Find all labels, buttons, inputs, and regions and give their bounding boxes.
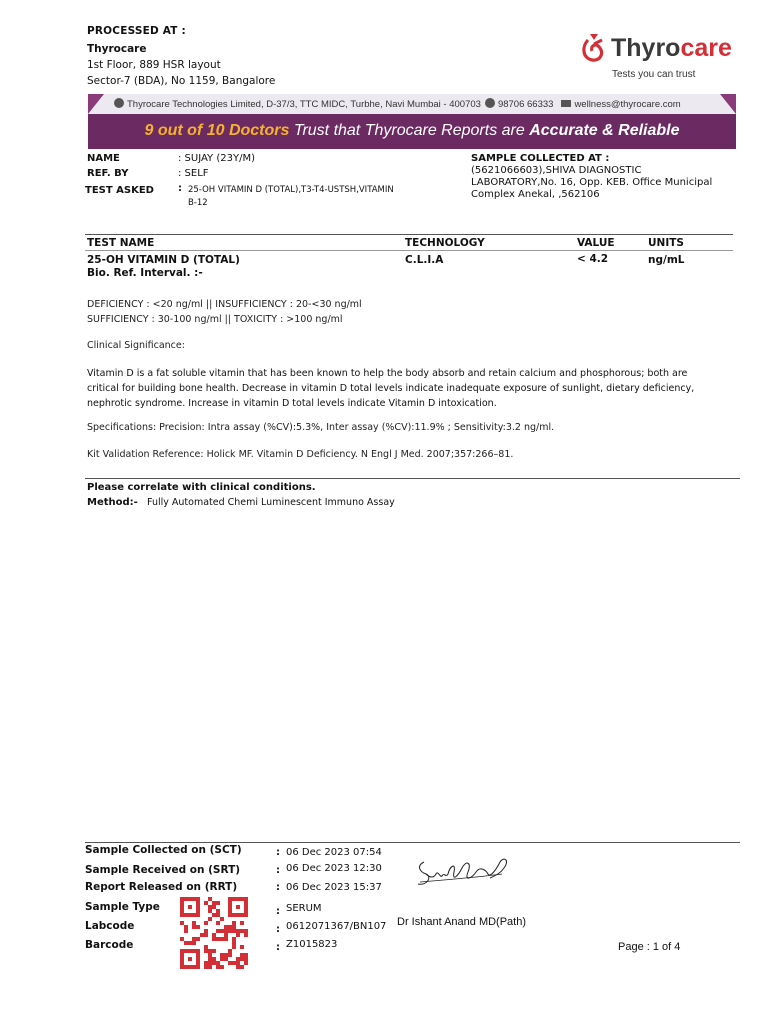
- ref-by-label: REF. BY: [87, 168, 129, 179]
- srt-label: Sample Received on (SRT): [85, 864, 241, 876]
- brand-wordmark-part2: care: [680, 34, 732, 62]
- sample-collected-line3: Complex Anekal, ,562106: [471, 189, 600, 200]
- test-asked-value-line1: 25-OH VITAMIN D (TOTAL),T3-T4-USTSH,VITAMIN: [188, 185, 394, 195]
- doctor-name: Dr Ishant Anand MD(Path): [397, 916, 527, 928]
- result-technology: C.L.I.A: [405, 254, 444, 266]
- whatsapp-icon: [485, 98, 495, 108]
- labcode-label: Labcode: [85, 920, 135, 932]
- result-test-name: 25-OH VITAMIN D (TOTAL): [87, 254, 240, 266]
- footer-divider: [85, 842, 740, 843]
- method-value: Fully Automated Chemi Luminescent Immuno Assay: [147, 497, 395, 508]
- band-corner-left: [88, 94, 104, 114]
- company-contact-line: [110, 98, 681, 110]
- sample-type-value: SERUM: [286, 903, 322, 914]
- test-asked-colon: :: [178, 183, 182, 194]
- specifications-text: Specifications: Precision: Intra assay (%CV):5.3%, Inter assay (%CV):11.9% ; Sensitivity:3.2 ng/ml.: [87, 422, 555, 433]
- ref-range-line1: DEFICIENCY : <20 ng/ml || INSUFFICIENCY : 20-<30 ng/ml: [87, 299, 362, 310]
- page-number: Page : 1 of 4: [618, 941, 681, 953]
- table-top-divider: [85, 234, 733, 235]
- test-asked-value-line2: B-12: [188, 198, 208, 208]
- company-phone: 98706 66333: [497, 99, 554, 110]
- doctor-signature: [412, 852, 514, 896]
- table-header-divider: [85, 250, 733, 251]
- col-header-technology: TECHNOLOGY: [405, 237, 485, 249]
- sample-type-label: Sample Type: [85, 901, 160, 913]
- rrt-value: 06 Dec 2023 15:37: [286, 882, 382, 893]
- processed-address-line1: 1st Floor, 889 HSR layout: [87, 59, 221, 71]
- bio-ref-interval-label: Bio. Ref. Interval. :-: [87, 267, 203, 279]
- clinical-significance-text: Vitamin D is a fat soluble vitamin that has been known to help the body absorb and retain calcium and phosphorous; both are critical for building bone health. Decrease in vitamin D total levels indicate inadequate exposure of sunlight, dietary deficiency, nephrotic syndrome. Increase in vitamin D total levels indicate Vitamin D intoxication.: [87, 368, 695, 409]
- banner-middle: Trust that Thyrocare Reports are: [293, 122, 525, 139]
- qr-code-icon: [180, 897, 248, 969]
- labcode-value: 0612071367/BN107: [286, 921, 387, 932]
- location-pin-icon: [114, 98, 124, 108]
- name-label: NAME: [87, 153, 120, 164]
- result-units: ng/mL: [648, 254, 685, 266]
- col-header-test-name: TEST NAME: [87, 237, 155, 249]
- sct-colon: :: [276, 847, 280, 858]
- rrt-colon: :: [276, 882, 280, 893]
- labcode-colon: :: [276, 924, 280, 935]
- company-email: wellness@thyrocare.com: [574, 99, 681, 110]
- srt-value: 06 Dec 2023 12:30: [286, 863, 382, 874]
- test-asked-label: TEST ASKED: [85, 185, 154, 196]
- sample-collected-line1: (5621066603),SHIVA DIAGNOSTIC: [471, 165, 642, 176]
- srt-colon: :: [276, 865, 280, 876]
- sct-value: 06 Dec 2023 07:54: [286, 847, 382, 858]
- sample-type-colon: :: [276, 906, 280, 917]
- promo-banner-text: [88, 122, 736, 140]
- brand-wordmark: [611, 34, 732, 63]
- processed-lab-name: Thyrocare: [87, 43, 147, 55]
- correlate-note: Please correlate with clinical conditions.: [87, 482, 316, 493]
- barcode-value: Z1015823: [286, 939, 338, 950]
- brand-tagline: Tests you can trust: [612, 69, 696, 80]
- processed-at-heading: PROCESSED AT :: [87, 25, 186, 37]
- col-header-units: UNITS: [648, 237, 684, 249]
- banner-end: Accurate & Reliable: [529, 122, 680, 139]
- col-header-value: VALUE: [577, 237, 615, 249]
- barcode-label: Barcode: [85, 939, 134, 951]
- clinical-significance-heading: Clinical Significance:: [87, 340, 185, 351]
- processed-address-line2: Sector-7 (BDA), No 1159, Bangalore: [87, 75, 276, 87]
- company-address: Thyrocare Technologies Limited, D-37/3, TTC MIDC, Turbhe, Navi Mumbai - 400703: [127, 99, 481, 110]
- banner-highlight: 9 out of 10 Doctors: [144, 122, 290, 139]
- sample-collected-label: SAMPLE COLLECTED AT :: [471, 153, 610, 164]
- band-corner-right: [720, 94, 736, 114]
- rrt-label: Report Released on (RRT): [85, 881, 238, 893]
- ref-range-line2: SUFFICIENCY : 30-100 ng/ml || TOXICITY : >100 ng/ml: [87, 314, 343, 325]
- notes-bottom-divider: [85, 478, 740, 479]
- sample-collected-line2: LABORATORY,No. 16, Opp. KEB. Office Municipal: [471, 177, 713, 188]
- name-value: : SUJAY (23Y/M): [178, 153, 255, 164]
- barcode-colon: :: [276, 942, 280, 953]
- kit-validation-text: Kit Validation Reference: Holick MF. Vitamin D Deficiency. N Engl J Med. 2007;357:266–81.: [87, 449, 514, 460]
- method-label: Method:-: [87, 497, 138, 508]
- brand-wordmark-part1: Thyro: [611, 34, 681, 62]
- result-value: < 4.2: [577, 253, 609, 265]
- mail-icon: [561, 100, 571, 107]
- ref-by-value: : SELF: [178, 168, 209, 179]
- sct-label: Sample Collected on (SCT): [85, 844, 242, 856]
